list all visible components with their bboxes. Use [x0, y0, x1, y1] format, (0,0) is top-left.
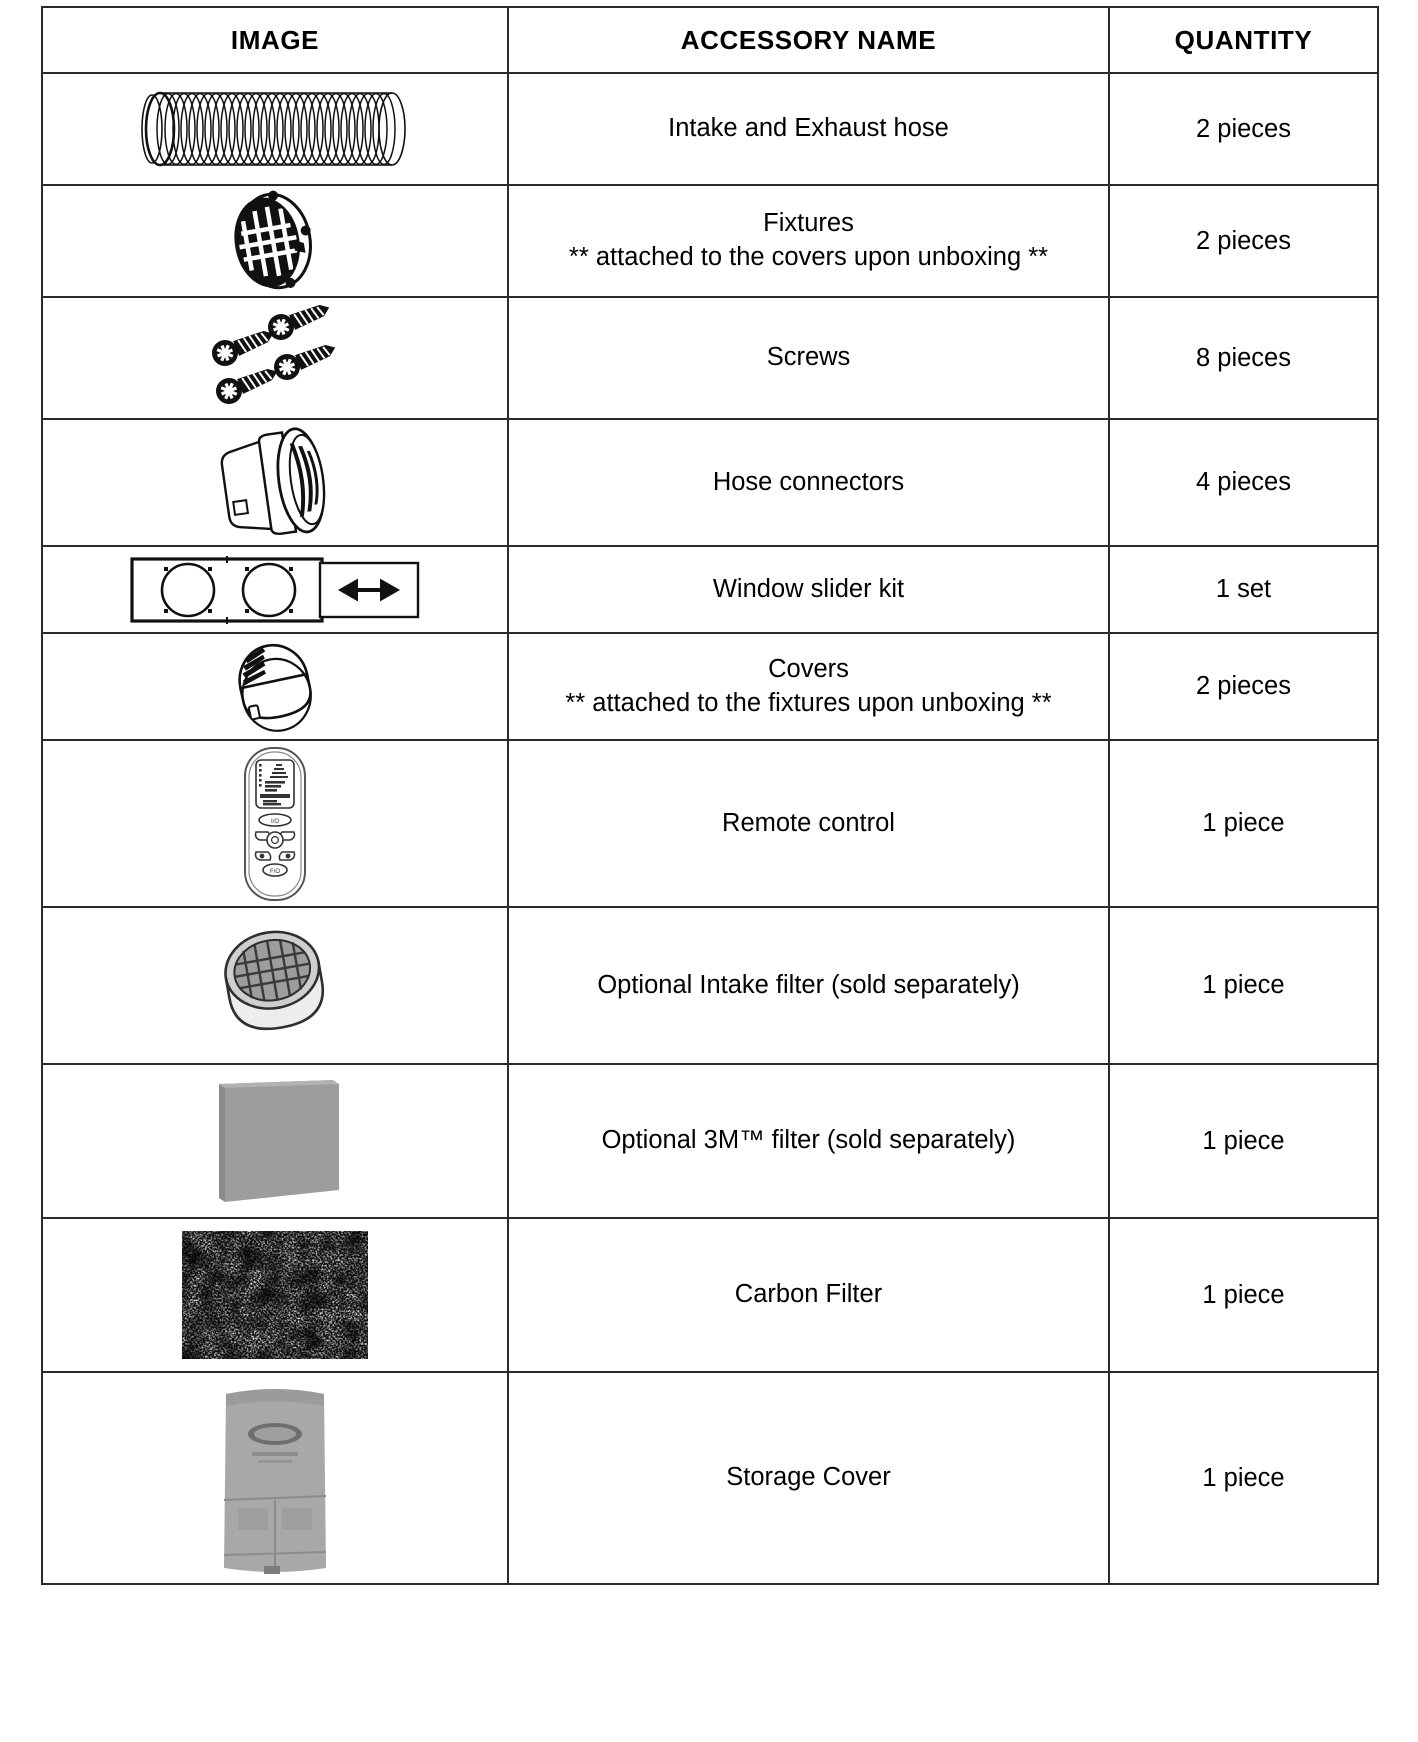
cell-accessory-name	[508, 297, 1109, 419]
cell-accessory-name	[508, 1372, 1109, 1584]
cell-image	[42, 185, 508, 297]
cell-image	[42, 1218, 508, 1372]
accessory-name-note: ** attached to the fixtures upon unboxing **	[565, 688, 1052, 717]
cell-accessory-name	[508, 907, 1109, 1064]
cell-quantity: 8 pieces	[1109, 297, 1378, 419]
cell-image	[42, 546, 508, 633]
cell-accessory-name	[508, 1064, 1109, 1218]
cell-accessory-name	[508, 546, 1109, 633]
cell-quantity: 1 set	[1109, 546, 1378, 633]
accessory-name-text: Remote control	[722, 808, 895, 837]
flexible-duct-hose-image	[43, 86, 507, 172]
accessory-name-text: Fixtures	[763, 209, 854, 238]
round-cover-image	[43, 637, 507, 737]
cell-image	[42, 297, 508, 419]
storage-cover-bag-image	[43, 1380, 507, 1576]
table-row	[42, 740, 1378, 907]
accessory-name-text: Covers	[768, 654, 849, 683]
accessory-name-note: ** attached to the covers upon unboxing **	[568, 243, 1049, 271]
round-grille-fixture-image	[43, 188, 507, 294]
cell-quantity: 1 piece	[1109, 740, 1378, 907]
3m-filter-panel-image	[43, 1076, 507, 1206]
intake-filter-image	[43, 924, 507, 1048]
cell-image	[42, 419, 508, 546]
table-row	[42, 1064, 1378, 1218]
cell-quantity: 1 piece	[1109, 1218, 1378, 1372]
cell-image	[42, 1372, 508, 1584]
cell-accessory-name	[508, 185, 1109, 297]
cell-image	[42, 907, 508, 1064]
column-header-quantity: QUANTITY	[1109, 7, 1378, 73]
cell-quantity: 4 pieces	[1109, 419, 1378, 546]
accessory-name-text: Storage Cover	[726, 1463, 891, 1492]
column-header-accessory-name: ACCESSORY NAME	[508, 7, 1109, 73]
cell-accessory-name	[508, 740, 1109, 907]
table-body	[42, 73, 1378, 1584]
table-row	[42, 1372, 1378, 1584]
accessory-name-text: Optional Intake filter (sold separately)	[597, 970, 1020, 999]
accessory-name-text: Hose connectors	[712, 467, 905, 496]
window-slider-kit-image	[43, 551, 507, 629]
table-row	[42, 907, 1378, 1064]
cell-quantity: 1 piece	[1109, 907, 1378, 1064]
table-row	[42, 185, 1378, 297]
accessory-name-text: Carbon Filter	[734, 1280, 883, 1309]
svg-text:F/O: F/O	[270, 868, 280, 875]
table-header	[42, 7, 1378, 73]
table-row	[42, 73, 1378, 185]
table-row	[42, 419, 1378, 546]
cell-quantity: 2 pieces	[1109, 633, 1378, 740]
svg-text:I/O: I/O	[270, 818, 280, 825]
accessory-name-text: Screws	[766, 343, 851, 372]
remote-control-image	[43, 744, 507, 904]
cell-image	[42, 633, 508, 740]
table-row	[42, 297, 1378, 419]
accessory-name-text: Optional 3M™ filter (sold separately)	[601, 1126, 1016, 1155]
cell-image	[42, 73, 508, 185]
carbon-filter-image	[43, 1229, 507, 1361]
hose-connector-image	[43, 424, 507, 542]
cell-accessory-name	[508, 419, 1109, 546]
accessory-name-text: Window slider kit	[712, 574, 905, 603]
table-row	[42, 1218, 1378, 1372]
table-row	[42, 546, 1378, 633]
cell-accessory-name	[508, 1218, 1109, 1372]
cell-quantity: 2 pieces	[1109, 185, 1378, 297]
accessory-name-text: Intake and Exhaust hose	[668, 114, 949, 143]
cell-quantity: 1 piece	[1109, 1372, 1378, 1584]
column-header-image: IMAGE	[42, 7, 508, 73]
accessory-table	[41, 6, 1379, 1585]
cell-image	[42, 740, 508, 907]
table-header-row	[42, 7, 1378, 73]
cell-quantity: 2 pieces	[1109, 73, 1378, 185]
screws-image	[43, 305, 507, 411]
cell-accessory-name	[508, 73, 1109, 185]
cell-image	[42, 1064, 508, 1218]
cell-quantity: 1 piece	[1109, 1064, 1378, 1218]
table-row	[42, 633, 1378, 740]
cell-accessory-name	[508, 633, 1109, 740]
